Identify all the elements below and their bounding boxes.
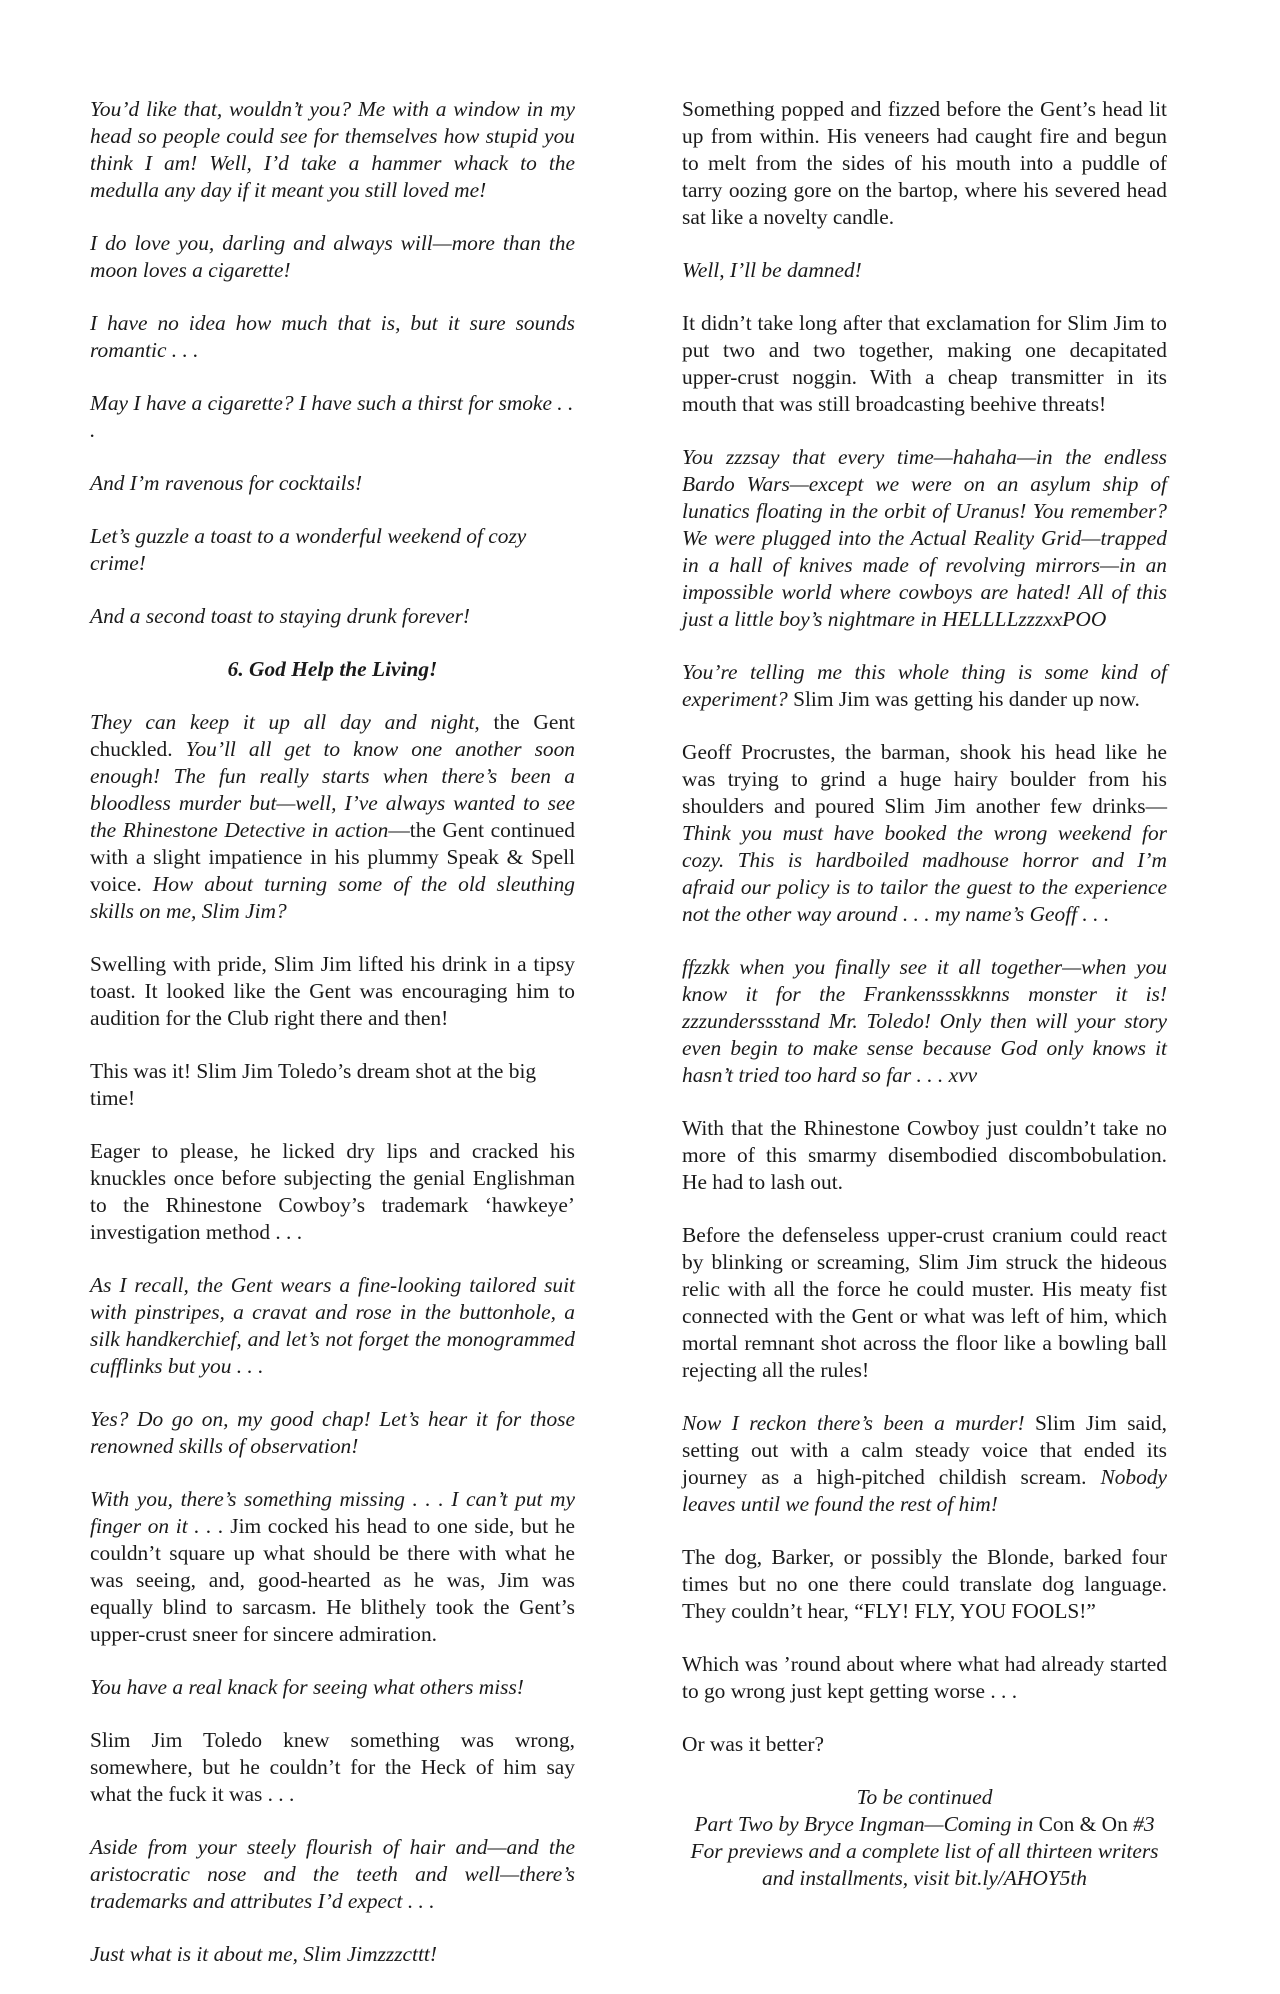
paragraph: It didn’t take long after that exclamation for Slim Jim to put two and two together, making one decapitated upper-crust noggin. With a cheap transmitter in its mouth that was still broadcasting beehive threats! [682, 311, 1167, 416]
paragraph: They can keep it up all day and night, the Gent chuckled. You’ll all get to know one another soon enough! The fun really starts when there’s been a bloodless murder but—well, I’ve always wanted to see the Rhinestone Detective in action—the Gent continued with a slight impatience in his plummy Speak & Spell voice. How about turning some of the old sleuthing skills on me, Slim Jim? [90, 710, 576, 923]
paragraph: With you, there’s something missing . . . I can’t put my finger on it . . . Jim cocked his head to one side, but he couldn’t square up what should be there with what he was seeing, and, good-hearted as he was, Jim was equally blind to sarcasm. He blithely took the Gent’s upper-crust sneer for sincere admiration. [90, 1487, 576, 1646]
closing-block [682, 1784, 1167, 1892]
previews-notice: For previews and a complete list of all thirteen writers and installments, visit bit.ly/AHOY5th [690, 1839, 1159, 1890]
paragraph: Before the defenseless upper-crust cranium could react by blinking or screaming, Slim Jim struck the hideous relic with all the force he could muster. His meaty fist connected with the Gent or what was left of him, which mortal remnant shot across the floor like a bowling ball rejecting all the rules! [682, 1223, 1167, 1382]
paragraph: I do love you, darling and always will—more than the moon loves a cigarette! [90, 231, 575, 282]
to-be-continued: To be continued [856, 1785, 993, 1809]
paragraph: The dog, Barker, or possibly the Blonde, barked four times but no one there could translate dog language. They couldn’t hear, “FLY! FLY, YOU FOOLS!” [682, 1545, 1167, 1623]
paragraph: You’d like that, wouldn’t you? Me with a window in my head so people could see for themselves how stupid you think I am! Well, I’d take a hammer whack to the medulla any day if it meant you still loved me! [90, 97, 575, 202]
paragraph: Well, I’ll be damned! [682, 258, 862, 282]
paragraph: Just what is it about me, Slim Jimzzzcttt! [90, 1942, 437, 1966]
paragraph: With that the Rhinestone Cowboy just couldn’t take no more of this smarmy disembodied discombobulation. He had to lash out. [682, 1116, 1167, 1194]
paragraph: Slim Jim Toledo knew something was wrong, somewhere, but he couldn’t for the Heck of him say what the fuck it was . . . [90, 1728, 575, 1806]
paragraph: Now I reckon there’s been a murder! Slim Jim said, setting out with a calm steady voice that ended its journey as a high-pitched childish scream. Nobody leaves until we found the rest of him! [682, 1411, 1167, 1516]
paragraph: And a second toast to staying drunk forever! [90, 604, 471, 628]
paragraph: Something popped and fizzed before the Gent’s head lit up from within. His veneers had caught fire and begun to melt from the sides of his mouth into a puddle of tarry oozing gore on the bartop, where his severed head sat like a novelty candle. [682, 97, 1167, 229]
paragraph: Aside from your steely flourish of hair and—and the aristocratic nose and the teeth and well—there’s trademarks and attributes I’d expect . . . [90, 1835, 575, 1913]
paragraph: ffzzkk when you finally see it all together—when you know it for the Frankenssskknns monster it is! zzzunderssstand Mr. Toledo! Only then will your story even begin to make sense because God only knows it hasn’t tried too hard so far . . . xvv [682, 955, 1167, 1087]
section-heading: 6. God Help the Living! [227, 657, 438, 681]
paragraph: Eager to please, he licked dry lips and cracked his knuckles once before subjecting the genial Englishman to the Rhinestone Cowboy’s trademark ‘hawkeye’ investigation method . . . [90, 1139, 575, 1244]
paragraph: Yes? Do go on, my good chap! Let’s hear it for those renowned skills of observation! [90, 1407, 575, 1458]
paragraph: Which was ’round about where what had already started to go wrong just kept getting worse . . . [682, 1652, 1167, 1703]
paragraph: May I have a cigarette? I have such a thirst for smoke . . . [90, 391, 574, 442]
right-column [682, 96, 1167, 1892]
paragraph: This was it! Slim Jim Toledo’s dream shot at the big time! [90, 1059, 537, 1110]
paragraph: Swelling with pride, Slim Jim lifted his drink in a tipsy toast. It looked like the Gent was encouraging him to audition for the Club right there and then! [90, 952, 575, 1030]
paragraph: Geoff Procrustes, the barman, shook his head like he was trying to grind a huge hairy boulder from his shoulders and poured Slim Jim another few drinks—Think you must have booked the wrong weekend for cozy. This is hardboiled madhouse horror and I’m afraid our policy is to tailor the guest to the experience not the other way around . . . my name’s Geoff . . . [682, 740, 1167, 926]
paragraph: You’re telling me this whole thing is some kind of experiment? Slim Jim was getting his dander up now. [682, 660, 1167, 711]
paragraph: I have no idea how much that is, but it sure sounds romantic . . . [90, 311, 575, 362]
paragraph: You zzzsay that every time—hahaha—in the endless Bardo Wars—except we were on an asylum ship of lunatics floating in the orbit of Uranus! You remember? We were plugged into the Actual Reality Grid—trapped in a hall of knives made of revolving mirrors—in an impossible world where cowboys are hated! All of this just a little boy’s nightmare in HELLLLzzzxxPOO [682, 445, 1167, 631]
paragraph: Or was it better? [682, 1732, 824, 1756]
paragraph: Let’s guzzle a toast to a wonderful weekend of cozy crime! [90, 524, 527, 575]
paragraph: And I’m ravenous for cocktails! [90, 471, 363, 495]
paragraph: You have a real knack for seeing what others miss! [90, 1675, 524, 1699]
paragraph: As I recall, the Gent wears a fine-looking tailored suit with pinstripes, a cravat and rose in the buttonhole, a silk handkerchief, and let’s not forget the monogrammed cufflinks but you . . . [90, 1273, 575, 1378]
part-two-notice: Part Two by Bryce Ingman—Coming in Con & On #3 [694, 1812, 1155, 1836]
left-column [90, 96, 575, 1994]
